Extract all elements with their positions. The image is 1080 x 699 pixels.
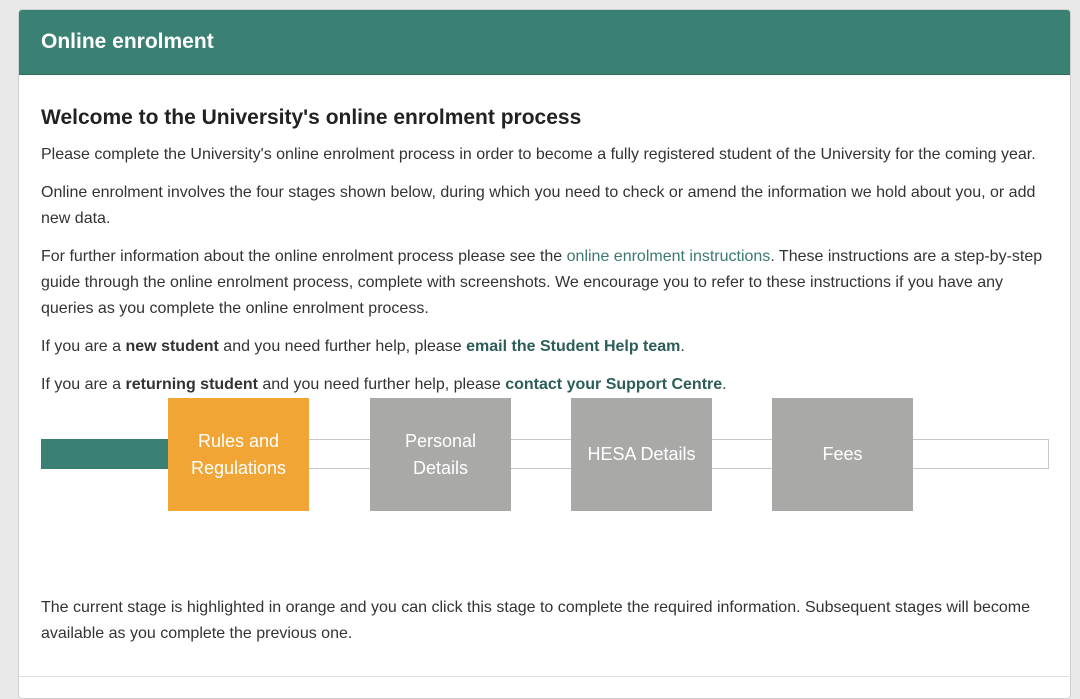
new-student-text-middle: and you need further help, please bbox=[218, 338, 467, 355]
returning-student-label: returning student bbox=[125, 376, 258, 393]
stage-personal-details: Personal Details bbox=[370, 398, 511, 511]
stage-rules-and-regulations[interactable]: Rules and Regulations bbox=[168, 398, 309, 511]
stages-paragraph: Online enrolment involves the four stages shown below, during which you need to check or amend the information we hold about you, or add new data. bbox=[41, 184, 1036, 227]
new-student-text-after: . bbox=[680, 338, 685, 355]
email-student-help-link[interactable]: email the Student Help team bbox=[466, 338, 681, 355]
welcome-heading: Welcome to the University's online enrolment process bbox=[41, 106, 582, 129]
panel-header bbox=[19, 10, 1070, 75]
online-enrolment-instructions-link[interactable]: online enrolment instructions bbox=[566, 248, 771, 265]
new-student-text-before: If you are a bbox=[41, 338, 126, 355]
panel-title: Online enrolment bbox=[41, 30, 214, 53]
enrolment-stages bbox=[41, 398, 1049, 511]
returning-student-text-after: . bbox=[722, 376, 727, 393]
intro-paragraph: Please complete the University's online enrolment process in order to become a fully registered student of the University for the coming year. bbox=[41, 146, 1036, 163]
panel-content bbox=[19, 106, 1070, 398]
new-student-label: new student bbox=[125, 338, 219, 355]
divider bbox=[19, 676, 1070, 677]
returning-student-text-before: If you are a bbox=[41, 376, 126, 393]
progress-track-completed bbox=[41, 439, 171, 469]
instructions-text-after: . These instructions are a step-by-step guide through the online enrolment process, complete with screenshots. We encourage you to refer to these instructions if you have any queries as you complete the online enrolment process. bbox=[41, 248, 1043, 317]
instructions-paragraph bbox=[41, 244, 1048, 322]
returning-student-help-paragraph bbox=[41, 372, 1048, 398]
returning-student-text-middle: and you need further help, please bbox=[257, 376, 506, 393]
instructions-text-before: For further information about the online enrolment process please see the bbox=[41, 248, 567, 265]
stage-instructions-note: The current stage is highlighted in orange and you can click this stage to complete the required information. Subsequent stages will become available as you complete the previous one. bbox=[41, 599, 1031, 642]
contact-support-centre-link[interactable]: contact your Support Centre bbox=[505, 376, 723, 393]
new-student-help-paragraph bbox=[41, 334, 1048, 360]
stage-hesa-details: HESA Details bbox=[571, 398, 712, 511]
enrolment-panel bbox=[18, 9, 1071, 699]
stage-fees: Fees bbox=[772, 398, 913, 511]
